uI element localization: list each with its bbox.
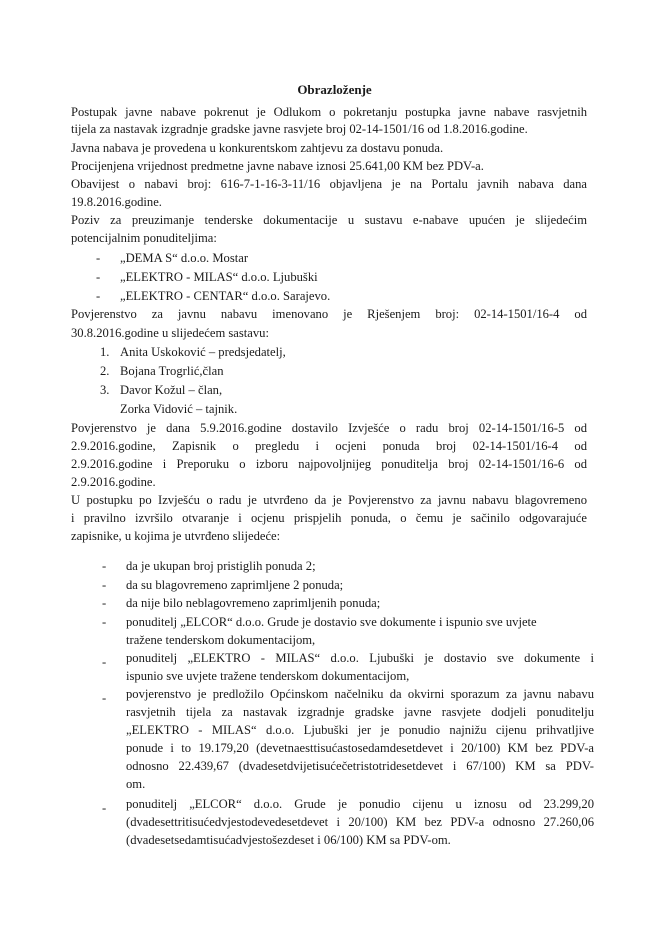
bullet-dash: - [96, 251, 101, 265]
finding-item: odnosno 22.439,67 (dvadesetdvijetisućečetristotridesetdevet i 67/100) KM sa PDV- [126, 759, 594, 773]
report-line: 2.9.2016.godine, Zapisnik o pregledu i ocjeni ponuda broj 02-14-1501/16-4 od [71, 439, 587, 453]
bullet-dash: - [102, 655, 107, 669]
intro-line: Procijenjena vrijednost predmetne javne nabave iznosi 25.641,00 KM bez PDV-a. [71, 159, 484, 173]
commission-line: Povjerenstvo za javnu nabavu imenovano je Rješenjem broj: 02-14-1501/16-4 od [71, 307, 587, 321]
intro-line: Poziv za preuzimanje tenderske dokumentacije u sustavu e-nabave upućen je slijedećim [71, 213, 587, 227]
member-number: 1. [100, 345, 110, 359]
bullet-dash: - [102, 578, 107, 592]
bullet-dash: - [102, 801, 107, 815]
intro-line: potencijalnim ponuditeljima: [71, 231, 217, 245]
finding-item: ponude i to 19.179,20 (devetnaesttisućastosedamdesetdevet i 20/100) KM bez PDV-a [126, 741, 594, 755]
intro-line: 19.8.2016.godine. [71, 195, 162, 209]
findings-intro-line: zapisnike, u kojima je utvrđeno slijedeće: [71, 529, 281, 543]
finding-item: om. [126, 777, 146, 791]
intro-line: Postupak javne nabave pokrenut je Odlukom o pokretanju postupka javne nabave rasvjetnih [71, 105, 587, 119]
intro-line: Javna nabava je provedena u konkurentskom zahtjevu za dostavu ponuda. [71, 141, 444, 155]
bidder-item: „DEMA S“ d.o.o. Mostar [120, 251, 249, 265]
finding-item: ponuditelj „ELCOR“ d.o.o. Grude je ponudio cijenu u iznosu od 23.299,20 [126, 797, 594, 811]
finding-item: (dvadesettritisućedvjestodevedesetdevet i 20/100) KM bez PDV-a odnosno 27.260,06 [126, 815, 594, 829]
finding-item: da nije bilo neblagovremeno zaprimljenih ponuda; [126, 596, 381, 610]
finding-item: ponuditelj „ELCOR“ d.o.o. Grude je dostavio sve dokumente i ispunio sve uvjete [126, 615, 537, 629]
bullet-dash: - [96, 289, 101, 303]
finding-item: tražene tenderskom dokumentacijom, [126, 633, 316, 647]
member-number: 3. [100, 383, 110, 397]
findings-intro-line: U postupku po Izvješću o radu je utvrđeno da je Povjerenstvo za javnu nabavu blagovremeno [71, 493, 587, 507]
bidder-item: „ELEKTRO - MILAS“ d.o.o. Ljubuški [120, 270, 318, 284]
finding-item: ponuditelj „ELEKTRO - MILAS“ d.o.o. Ljubuški je dostavio sve dokumente i [126, 651, 594, 665]
report-line: 2.9.2016.godine i Preporuku o izboru najpovoljnijeg ponuditelja broj 02-14-1501/16-6 od [71, 457, 587, 471]
findings-intro-line: i pravilno izvršilo otvaranje i ocjenu prispjelih ponuda, o čemu je sačinilo odgovarajuće [71, 511, 587, 525]
bullet-dash: - [102, 596, 107, 610]
member-name: Zorka Vidović – tajnik. [120, 402, 238, 416]
bullet-dash: - [102, 559, 107, 573]
finding-item: da je ukupan broj pristiglih ponuda 2; [126, 559, 316, 573]
finding-item: ispunio sve uvjete tražene tenderskom dokumentacijom, [126, 669, 410, 683]
member-name: Anita Uskoković – predsjedatelj, [120, 345, 286, 359]
bullet-dash: - [102, 691, 107, 705]
member-number: 2. [100, 364, 110, 378]
bidder-item: „ELEKTRO - CENTAR“ d.o.o. Sarajevo. [120, 289, 331, 303]
member-name: Davor Kožul – član, [120, 383, 223, 397]
bullet-dash: - [102, 615, 107, 629]
bullet-dash: - [96, 270, 101, 284]
page-title: Obrazloženje [297, 82, 372, 97]
finding-item: povjerenstvo je predložilo Općinskom načelniku da okvirni sporazum za javnu nabavu [126, 687, 594, 701]
finding-item: „ELEKTRO - MILAS“ d.o.o. Ljubuški jer je ponudio najnižu cijenu prihvatljive [126, 723, 594, 737]
finding-item: da su blagovremeno zaprimljene 2 ponuda; [126, 578, 344, 592]
member-name: Bojana Trogrlić,član [120, 364, 224, 378]
intro-line: tijela za nastavak izgradnje gradske javne rasvjete broj 02-14-1501/16 od 1.8.2016.godine. [71, 122, 528, 136]
report-line: 2.9.2016.godine. [71, 475, 156, 489]
commission-line: 30.8.2016.godine u slijedećem sastavu: [71, 326, 269, 340]
finding-item: rasvjetnih tijela za nastavak izgradnje gradske javne rasvjete dodjeli ponuditelju [126, 705, 594, 719]
finding-item: (dvadesetsedamtisućadvjestošezdeset i 06/100) KM sa PDV-om. [126, 833, 451, 847]
report-line: Povjerenstvo je dana 5.9.2016.godine dostavilo Izvješće o radu broj 02-14-1501/16-5 od [71, 421, 587, 435]
intro-line: Obavijest o nabavi broj: 616-7-1-16-3-11/16 objavljena je na Portalu javnih nabava dana [71, 177, 587, 191]
